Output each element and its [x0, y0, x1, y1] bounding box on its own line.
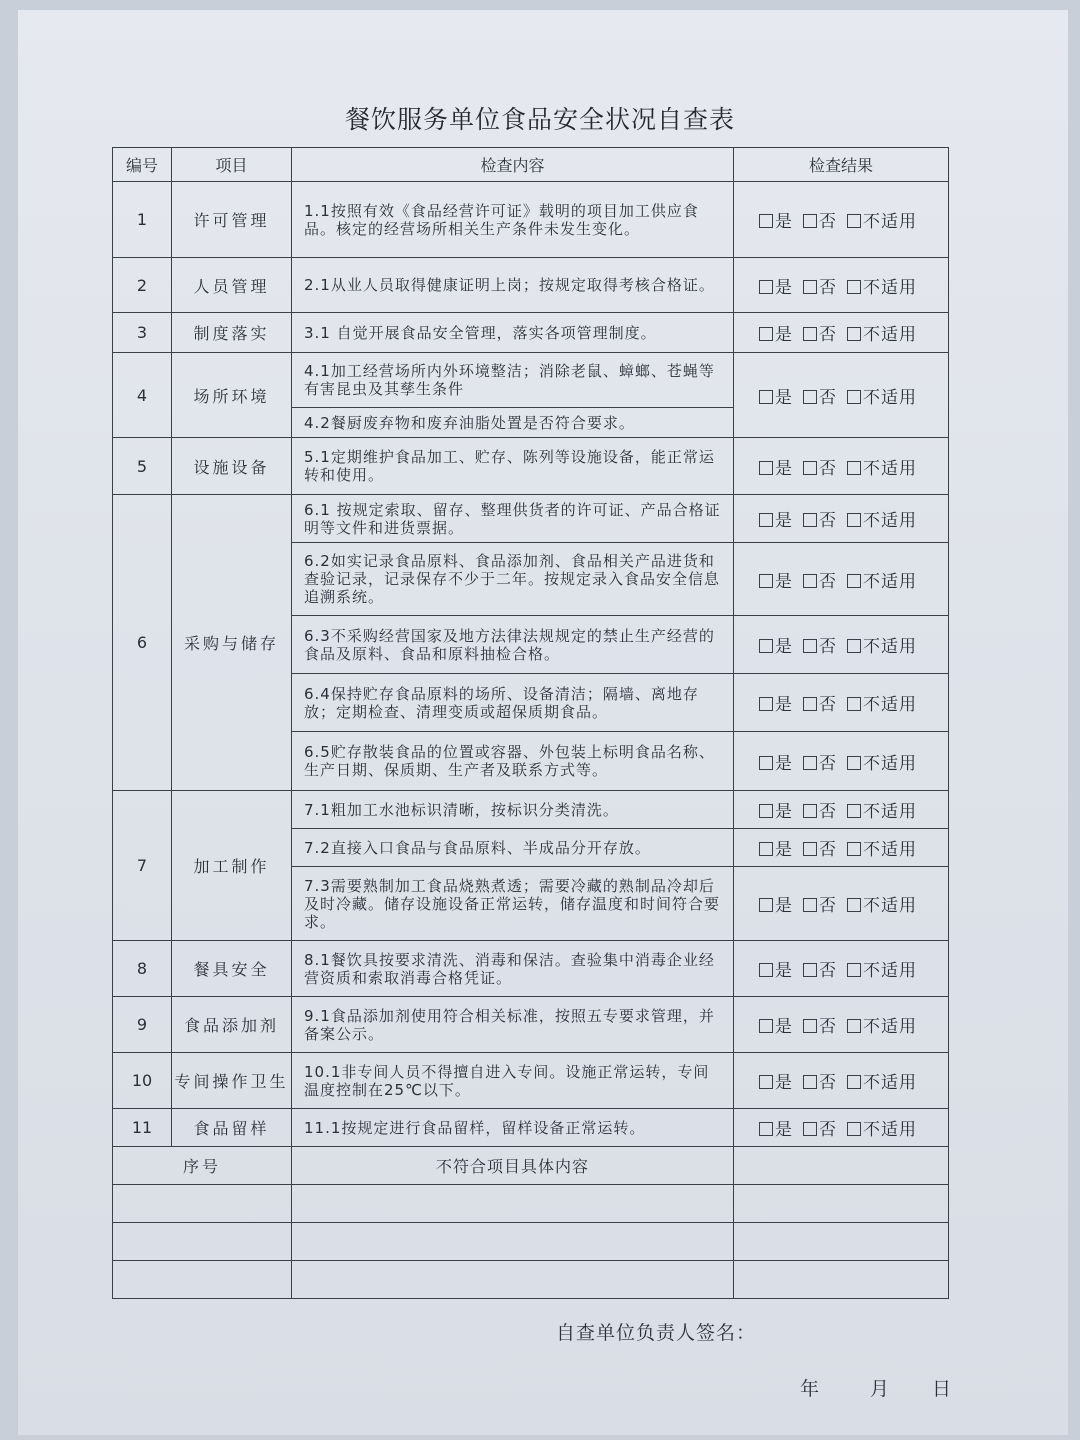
table-row	[113, 258, 949, 313]
row-number: 7	[113, 791, 172, 941]
row-content: 10.1非专间人员不得擅自进入专间。设施正常运转，专间温度控制在25℃以下。	[292, 1053, 734, 1109]
checkbox-box-icon	[759, 639, 773, 653]
checkbox-label: 不适用	[863, 961, 917, 981]
checkbox-no[interactable]	[803, 207, 837, 232]
checkbox-box-icon	[803, 842, 817, 856]
checkbox-yes[interactable]	[759, 1012, 793, 1037]
table-row	[113, 313, 949, 353]
row-item: 制度落实	[172, 313, 292, 353]
checkbox-no[interactable]	[803, 273, 837, 298]
checkbox-label: 不适用	[863, 387, 917, 408]
checkbox-label: 不适用	[863, 753, 917, 774]
checkbox-box-icon	[759, 214, 773, 228]
blank-detail-cell[interactable]	[292, 1261, 734, 1299]
checklist-table	[112, 147, 949, 1299]
checkbox-not-applicable[interactable]	[847, 567, 917, 592]
row-content: 7.1粗加工水池标识清晰，按标识分类清洗。	[292, 791, 734, 829]
checkbox-box-icon	[803, 327, 817, 341]
result-cell	[734, 1053, 949, 1109]
row-item: 餐具安全	[172, 941, 292, 997]
row-content: 7.3需要熟制加工食品烧熟煮透；需要冷藏的熟制品冷却后及时冷藏。储存设施设备正常运转，储存温度和时间符合要求。	[292, 867, 734, 941]
checkbox-box-icon	[803, 1075, 817, 1089]
blank-seq-cell[interactable]	[113, 1223, 292, 1261]
row-number: 3	[113, 313, 172, 353]
row-content: 5.1定期维护食品加工、贮存、陈列等设施设备，能正常运转和使用。	[292, 438, 734, 495]
checkbox-yes[interactable]	[759, 1115, 793, 1140]
table-row	[113, 1053, 949, 1109]
checkbox-yes[interactable]	[759, 207, 793, 232]
checkbox-box-icon	[759, 697, 773, 711]
checkbox-yes[interactable]	[759, 690, 793, 715]
row-content: 6.3不采购经营国家及地方法律法规规定的禁止生产经营的食品及原料、食品和原料抽检合格。	[292, 616, 734, 674]
checkbox-box-icon	[847, 804, 861, 818]
row-number: 8	[113, 941, 172, 997]
checkbox-label: 否	[819, 753, 837, 774]
checkbox-box-icon	[847, 1075, 861, 1089]
row-number: 10	[113, 1053, 172, 1109]
checkbox-label: 不适用	[863, 212, 917, 232]
checkbox-label: 否	[819, 277, 837, 298]
result-cell	[734, 867, 949, 941]
row-item: 专间操作卫生	[172, 1053, 292, 1109]
checkbox-label: 不适用	[863, 277, 917, 298]
checkbox-no[interactable]	[803, 690, 837, 715]
checkbox-label: 是	[775, 961, 793, 981]
checkbox-label: 否	[819, 840, 837, 860]
checkbox-no[interactable]	[803, 1115, 837, 1140]
row-number: 2	[113, 258, 172, 313]
result-cell	[734, 674, 949, 732]
table-row	[113, 1109, 949, 1147]
checkbox-box-icon	[759, 327, 773, 341]
checkbox-box-icon	[759, 1075, 773, 1089]
checkbox-box-icon	[759, 804, 773, 818]
form-title: 餐饮服务单位食品安全状况自查表	[344, 105, 735, 134]
checkbox-label: 否	[819, 511, 837, 531]
result-cell	[734, 732, 949, 791]
checkbox-box-icon	[847, 756, 861, 770]
checkbox-box-icon	[847, 963, 861, 977]
row-content: 4.1加工经营场所内外环境整洁；消除老鼠、蟑螂、苍蝇等有害昆虫及其孳生条件	[292, 353, 734, 408]
checkbox-not-applicable[interactable]	[847, 797, 917, 822]
checkbox-not-applicable[interactable]	[847, 956, 917, 981]
checkbox-not-applicable[interactable]	[847, 320, 917, 345]
checkbox-no[interactable]	[803, 632, 837, 657]
date-day: 日	[932, 1378, 952, 1400]
row-item: 食品添加剂	[172, 997, 292, 1053]
checkbox-yes[interactable]	[759, 835, 793, 860]
checkbox-label: 是	[775, 458, 793, 479]
row-content: 8.1餐饮具按要求清洗、消毒和保洁。查验集中消毒企业经营资质和索取消毒合格凭证。	[292, 941, 734, 997]
header-content: 检查内容	[292, 148, 734, 182]
table-row	[113, 941, 949, 997]
result-cell	[734, 258, 949, 313]
checkbox-yes[interactable]	[759, 454, 793, 479]
checkbox-label: 是	[775, 1120, 793, 1140]
blank-detail-cell[interactable]	[292, 1185, 734, 1223]
checkbox-not-applicable[interactable]	[847, 835, 917, 860]
checkbox-yes[interactable]	[759, 567, 793, 592]
checkbox-no[interactable]	[803, 835, 837, 860]
checkbox-box-icon	[847, 1122, 861, 1136]
checkbox-box-icon	[803, 214, 817, 228]
footer-seq-header: 序号	[113, 1147, 292, 1185]
checkbox-no[interactable]	[803, 1012, 837, 1037]
checkbox-not-applicable[interactable]	[847, 1012, 917, 1037]
result-cell	[734, 941, 949, 997]
blank-extra-cell[interactable]	[734, 1185, 949, 1223]
checkbox-label: 否	[819, 571, 837, 592]
row-item: 食品留样	[172, 1109, 292, 1147]
checkbox-label: 否	[819, 1073, 837, 1093]
checkbox-no[interactable]	[803, 454, 837, 479]
checkbox-label: 是	[775, 896, 793, 916]
checkbox-yes[interactable]	[759, 506, 793, 531]
header-num: 编号	[113, 148, 172, 182]
checkbox-label: 不适用	[863, 458, 917, 479]
row-number: 5	[113, 438, 172, 495]
result-cell	[734, 313, 949, 353]
checkbox-yes[interactable]	[759, 797, 793, 822]
checkbox-not-applicable[interactable]	[847, 1115, 917, 1140]
blank-row	[113, 1185, 949, 1223]
checkbox-box-icon	[803, 898, 817, 912]
checkbox-box-icon	[759, 461, 773, 475]
table-row	[113, 495, 949, 543]
checkbox-not-applicable[interactable]	[847, 207, 917, 232]
checkbox-box-icon	[803, 963, 817, 977]
result-cell	[734, 997, 949, 1053]
checkbox-label: 否	[819, 896, 837, 916]
result-cell	[734, 353, 949, 438]
checkbox-box-icon	[759, 280, 773, 294]
row-content: 3.1 自觉开展食品安全管理，落实各项管理制度。	[292, 313, 734, 353]
row-content: 6.5贮存散装食品的位置或容器、外包装上标明食品名称、生产日期、保质期、生产者及联系方式等。	[292, 732, 734, 791]
checkbox-not-applicable[interactable]	[847, 454, 917, 479]
checkbox-yes[interactable]	[759, 956, 793, 981]
checkbox-label: 否	[819, 1120, 837, 1140]
result-cell	[734, 543, 949, 616]
row-content: 9.1食品添加剂使用符合相关标准，按照五专要求管理，并备案公示。	[292, 997, 734, 1053]
checkbox-box-icon	[759, 756, 773, 770]
checkbox-box-icon	[847, 842, 861, 856]
checkbox-label: 否	[819, 802, 837, 822]
checkbox-box-icon	[803, 461, 817, 475]
row-number: 6	[113, 495, 172, 791]
checkbox-label: 是	[775, 840, 793, 860]
checkbox-label: 不适用	[863, 695, 917, 715]
result-cell	[734, 829, 949, 867]
checkbox-label: 是	[775, 277, 793, 298]
result-cell	[734, 1109, 949, 1147]
row-number: 11	[113, 1109, 172, 1147]
checkbox-box-icon	[759, 390, 773, 404]
checkbox-yes[interactable]	[759, 749, 793, 774]
checkbox-box-icon	[803, 574, 817, 588]
checkbox-box-icon	[847, 639, 861, 653]
checkbox-label: 否	[819, 1017, 837, 1037]
row-content: 2.1从业人员取得健康证明上岗；按规定取得考核合格证。	[292, 258, 734, 313]
row-content: 4.2餐厨废弃物和废弃油脂处置是否符合要求。	[292, 408, 734, 438]
blank-extra-cell[interactable]	[734, 1261, 949, 1299]
footer-detail-header: 不符合项目具体内容	[292, 1147, 734, 1185]
checkbox-box-icon	[759, 1122, 773, 1136]
checkbox-box-icon	[803, 697, 817, 711]
row-item: 人员管理	[172, 258, 292, 313]
checkbox-label: 是	[775, 695, 793, 715]
row-number: 1	[113, 182, 172, 258]
checkbox-label: 不适用	[863, 571, 917, 592]
checkbox-box-icon	[803, 1019, 817, 1033]
checkbox-box-icon	[847, 697, 861, 711]
checkbox-label: 不适用	[863, 840, 917, 860]
checkbox-label: 是	[775, 1073, 793, 1093]
row-content: 6.4保持贮存食品原料的场所、设备清洁；隔墙、离地存放；定期检查、清理变质或超保质期食品。	[292, 674, 734, 732]
checkbox-label: 是	[775, 1017, 793, 1037]
blank-row	[113, 1261, 949, 1299]
checkbox-box-icon	[759, 898, 773, 912]
checkbox-yes[interactable]	[759, 383, 793, 408]
checkbox-box-icon	[803, 1122, 817, 1136]
result-cell	[734, 182, 949, 258]
checkbox-not-applicable[interactable]	[847, 383, 917, 408]
checkbox-label: 是	[775, 511, 793, 531]
checkbox-label: 不适用	[863, 802, 917, 822]
header-item: 项目	[172, 148, 292, 182]
checkbox-label: 是	[775, 637, 793, 657]
row-content: 11.1按规定进行食品留样，留样设备正常运转。	[292, 1109, 734, 1147]
row-item: 许可管理	[172, 182, 292, 258]
checkbox-label: 是	[775, 212, 793, 232]
row-content: 6.2如实记录食品原料、食品添加剂、食品相关产品进货和查验记录，记录保存不少于二年。按规定录入食品安全信息追溯系统。	[292, 543, 734, 616]
checkbox-label: 否	[819, 387, 837, 408]
checkbox-box-icon	[847, 280, 861, 294]
checkbox-box-icon	[803, 639, 817, 653]
checkbox-yes[interactable]	[759, 320, 793, 345]
blank-detail-cell[interactable]	[292, 1223, 734, 1261]
checkbox-box-icon	[847, 390, 861, 404]
checkbox-no[interactable]	[803, 383, 837, 408]
checkbox-no[interactable]	[803, 567, 837, 592]
header-result: 检查结果	[734, 148, 949, 182]
checkbox-box-icon	[759, 513, 773, 527]
checkbox-box-icon	[847, 513, 861, 527]
checkbox-yes[interactable]	[759, 273, 793, 298]
checkbox-yes[interactable]	[759, 891, 793, 916]
checkbox-no[interactable]	[803, 797, 837, 822]
date-year: 年	[800, 1378, 820, 1400]
checkbox-label: 否	[819, 695, 837, 715]
result-cell	[734, 495, 949, 543]
checkbox-label: 不适用	[863, 325, 917, 345]
checkbox-no[interactable]	[803, 749, 837, 774]
row-content: 7.2直接入口食品与食品原料、半成品分开存放。	[292, 829, 734, 867]
signature-label: 自查单位负责人签名：	[556, 1322, 757, 1344]
blank-extra-cell[interactable]	[734, 1223, 949, 1261]
table-row	[113, 438, 949, 495]
table-row	[113, 182, 949, 258]
result-cell	[734, 791, 949, 829]
checkbox-not-applicable[interactable]	[847, 749, 917, 774]
checkbox-no[interactable]	[803, 891, 837, 916]
row-number: 4	[113, 353, 172, 438]
checkbox-box-icon	[759, 842, 773, 856]
checkbox-yes[interactable]	[759, 632, 793, 657]
checkbox-box-icon	[847, 214, 861, 228]
row-content: 6.1 按规定索取、留存、整理供货者的许可证、产品合格证明等文件和进货票据。	[292, 495, 734, 543]
checkbox-box-icon	[759, 574, 773, 588]
checkbox-box-icon	[803, 513, 817, 527]
checkbox-label: 不适用	[863, 1017, 917, 1037]
checkbox-box-icon	[847, 1019, 861, 1033]
result-cell	[734, 616, 949, 674]
blank-row	[113, 1223, 949, 1261]
footer-blank-cell	[734, 1147, 949, 1185]
date-month: 月	[870, 1378, 890, 1400]
row-number: 9	[113, 997, 172, 1053]
checkbox-not-applicable[interactable]	[847, 506, 917, 531]
row-item: 场所环境	[172, 353, 292, 438]
checkbox-not-applicable[interactable]	[847, 690, 917, 715]
checkbox-not-applicable[interactable]	[847, 632, 917, 657]
checkbox-label: 不适用	[863, 637, 917, 657]
checkbox-box-icon	[847, 898, 861, 912]
checkbox-not-applicable[interactable]	[847, 891, 917, 916]
checkbox-box-icon	[847, 461, 861, 475]
checkbox-not-applicable[interactable]	[847, 1068, 917, 1093]
checkbox-box-icon	[803, 804, 817, 818]
blank-seq-cell[interactable]	[113, 1185, 292, 1223]
footer-header-row	[113, 1147, 949, 1185]
checkbox-box-icon	[803, 280, 817, 294]
table-row	[113, 791, 949, 829]
checkbox-label: 不适用	[863, 1120, 917, 1140]
row-item: 采购与储存	[172, 495, 292, 791]
checkbox-label: 不适用	[863, 511, 917, 531]
row-item: 设施设备	[172, 438, 292, 495]
checkbox-no[interactable]	[803, 506, 837, 531]
checkbox-not-applicable[interactable]	[847, 273, 917, 298]
checkbox-label: 否	[819, 325, 837, 345]
row-content: 1.1按照有效《食品经营许可证》载明的项目加工供应食品。核定的经营场所相关生产条件未发生变化。	[292, 182, 734, 258]
checkbox-no[interactable]	[803, 1068, 837, 1093]
checkbox-label: 否	[819, 458, 837, 479]
checkbox-label: 否	[819, 212, 837, 232]
checkbox-yes[interactable]	[759, 1068, 793, 1093]
table-row	[113, 353, 949, 408]
checkbox-label: 否	[819, 961, 837, 981]
header-row	[113, 148, 949, 182]
checkbox-label: 不适用	[863, 896, 917, 916]
result-cell	[734, 438, 949, 495]
checkbox-box-icon	[803, 756, 817, 770]
checkbox-box-icon	[847, 327, 861, 341]
checkbox-label: 否	[819, 637, 837, 657]
checkbox-label: 是	[775, 325, 793, 345]
checkbox-label: 是	[775, 571, 793, 592]
checkbox-no[interactable]	[803, 956, 837, 981]
checkbox-label: 是	[775, 753, 793, 774]
checkbox-label: 不适用	[863, 1073, 917, 1093]
checkbox-label: 是	[775, 387, 793, 408]
checkbox-box-icon	[759, 1019, 773, 1033]
blank-seq-cell[interactable]	[113, 1261, 292, 1299]
checkbox-no[interactable]	[803, 320, 837, 345]
checkbox-box-icon	[803, 390, 817, 404]
table-row	[113, 997, 949, 1053]
checkbox-label: 是	[775, 802, 793, 822]
row-item: 加工制作	[172, 791, 292, 941]
checkbox-box-icon	[759, 963, 773, 977]
checkbox-box-icon	[847, 574, 861, 588]
